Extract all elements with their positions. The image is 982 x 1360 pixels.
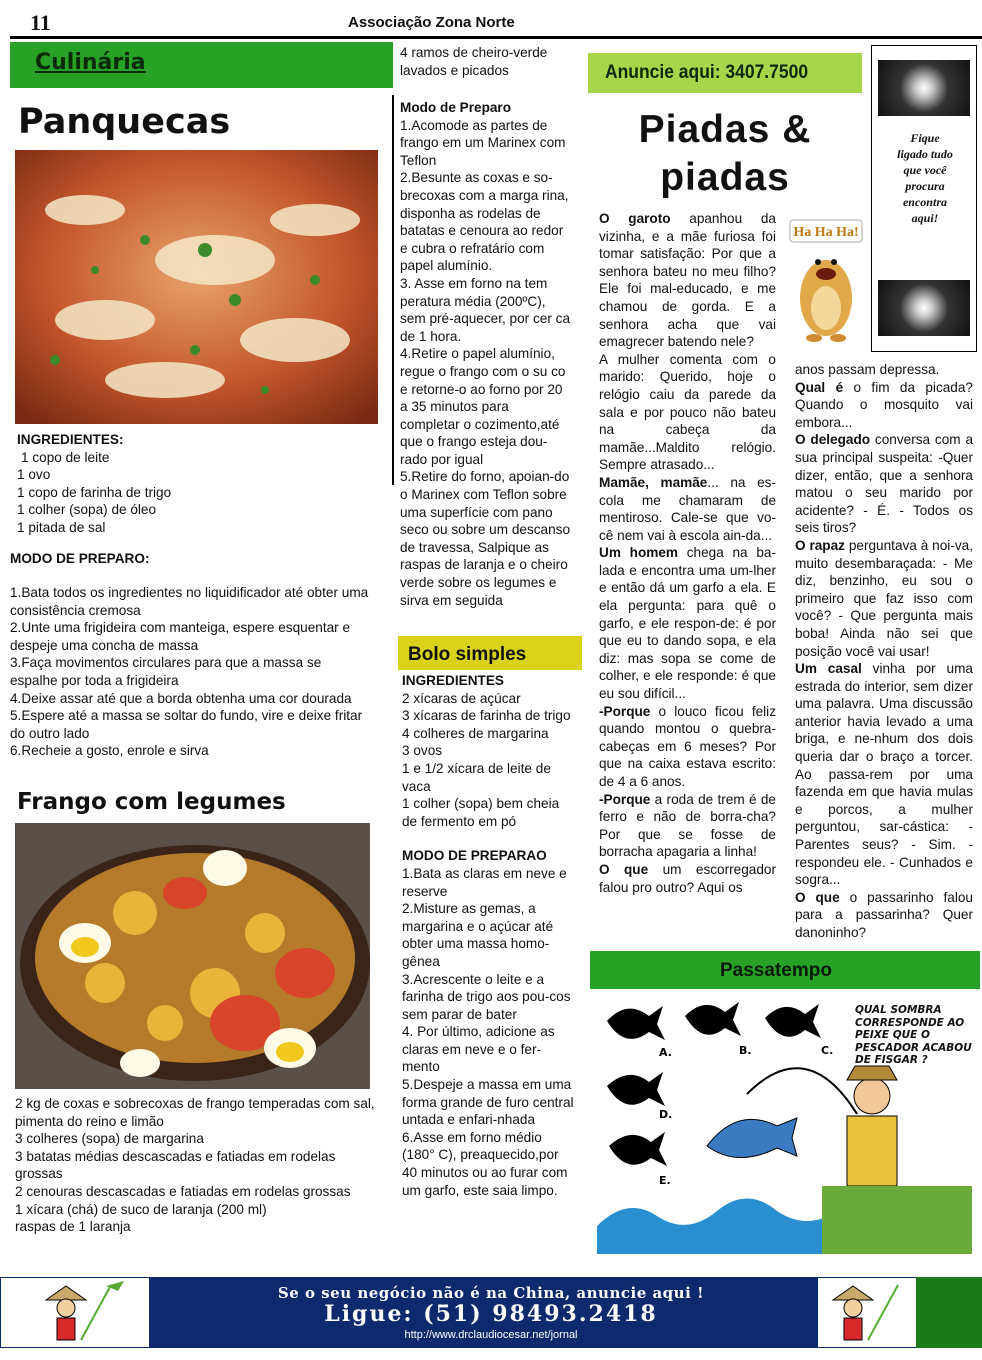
joke-text: chega na ba-lada e encontra uma um-lher e então dá um garfo a ela. E ela pergunta: para quê o garfo, e ele respon-de: é por que eu to dando sopa, e ela diz: mas sopa se come de colher, e ele responde: é que eu sou difícil... [599,545,776,702]
list-item: 3 xícaras de farinha de trigo [402,708,571,724]
bolo-title: Bolo simples [408,644,527,665]
bolo-method-heading: MODO DE PREPARAO [402,848,547,864]
option-c: C. [821,1044,834,1057]
list-item: 3 batatas médias descascadas e fatiadas em rodelas grossas [15,1148,336,1182]
list-item: raspas de 1 laranja [15,1219,131,1235]
list-item: 1.Bata todos os ingredientes no liquidificador até obter uma consistência cremosa [10,585,369,618]
frango-title: Frango com legumes [17,789,286,815]
joke-lead: Qual é [795,379,844,395]
footer-right-art [818,1278,916,1347]
frango-ingredient-continued: 4 ramos de cheiro-verde lavados e picados [400,45,548,78]
joke-lead: -Porque [599,791,651,807]
publication-title: Associação Zona Norte [348,14,515,31]
joke-lead: Um homem [599,545,678,561]
culinaria-label: Culinária [35,50,146,75]
list-item: 2 xícaras de açúcar [402,690,521,706]
list-item: 1 e 1/2 xícara de leite de vaca [402,760,551,794]
passatempo-title: Passatempo [720,960,832,981]
list-item: 1.Acomode as partes de frango em um Marinex com Teflon [400,117,566,168]
joke-text: a roda de trem é de ferro e não de borra-cha? Por que se fosse de borracha apagaria a linha! [599,791,776,860]
joke-lead: -Porque [599,703,651,719]
option-d: D. [659,1108,673,1121]
passatempo-bar [590,951,980,989]
joke-text: um escorregador falou pro outro? Aqui os [599,861,776,895]
frango-method-heading: Modo de Preparo [400,100,512,115]
list-item: 4.Retire o papel alumínio, regue o frango com o su co e retorne-o ao forno por 20 a 35 minutos para completar o cozimento,até que o frango esteja dou-rado por igual [400,346,566,467]
list-item: 3. Asse em forno na tem peratura média (200ºC), sem pré-aquecer, por cer ca de 1 hora. [400,275,571,344]
list-item: 4 colheres de margarina [402,725,549,741]
joke-lead: Mamãe, mamãe [599,474,708,490]
panquecas-title: Panquecas [18,102,231,142]
list-item: 1 copo de farinha de trigo [17,484,172,500]
footer-banner[interactable] [0,1277,982,1348]
list-item: 2 cenouras descascadas e fatiadas em rodelas grossas [15,1183,351,1199]
joke-lead: O rapaz [795,537,845,553]
joke-lead: O garoto [599,211,671,226]
frango-photo [15,823,370,1089]
bolo-ingredients-heading: INGREDIENTES [402,673,504,688]
list-item: 6.Recheie a gosto, enrole e sirva [10,743,209,759]
footer-right-stripe [916,1277,982,1348]
column-divider [392,95,394,485]
list-item: 5.Espere até a massa se soltar do fundo, vire e deixe fritar do outro lado [10,708,363,741]
haha-text: Ha Ha Ha! [793,225,859,240]
header-rule [10,36,982,39]
list-item: 3 ovos [402,743,443,759]
list-item: 3.Faça movimentos circulares para que a massa se espalhe por toda a frigideira [10,655,322,688]
panquecas-photo [15,150,378,424]
list-item: 2.Besunte as coxas e so-brecoxas com a marga rina, disponha as rodelas de batatas e cenoura ao redor e cubra o refratário com papel alumínio. [400,170,569,274]
list-item: 1 colher (sopa) de óleo [17,502,157,518]
footer-left-art [1,1278,149,1347]
laughing-character [786,216,866,344]
list-item: 1.Bata as claras em neve e reserve [402,865,567,899]
culinaria-bar [10,42,393,88]
joke-text: conversa com a sua principal suspeita: -Quer dizer, então, que a senhora matou o seu marido por acidente? - É. - Todos os seis tiros? [795,432,973,536]
list-item: 1 copo de leite [21,449,110,465]
list-item: 3.Acrescente o leite e a farinha de trigo aos pou-cos sem parar de bater [402,971,571,1022]
side-ad-box [871,45,977,352]
joke-text: vinha por uma estrada do interior, sem dizer uma palavra. Uma discussão anterior havia levado a uma briga, e ne-nhum dos dois queria dar o braço a torcer. Ao passa-rem por uma fazenda em que havia mulas e porcos, a mulher perguntou, sar-cástica: - Parentes seus? - Sim. - respondeu ele. - Cunhados e sogra... [795,661,973,888]
joke-lead: O delegado [795,432,871,448]
clock-icon [878,60,970,116]
list-item: 2.Misture as gemas, a margarina e o açúcar até obter uma massa homo-gênea [402,901,554,969]
option-b: B. [739,1044,752,1057]
joke-text: A mulher comenta com o marido: Querido, hoje o relógio caiu da parede da sala e por pouco não bateu na cabeça da mamãe...Maldito relógio. Sempre atrasado... [599,351,776,473]
panquecas-method-heading: MODO DE PREPARO: [10,551,150,566]
passatempo-puzzle [597,996,975,1254]
side-ad-text: Fique ligado tudo que você procura encontra aqui! [897,131,953,225]
joke-text: anos passam depressa. [795,362,940,377]
anuncie-bar[interactable] [588,53,862,93]
page-number: 11 [30,10,51,35]
joke-lead: O que [599,861,649,877]
clock-icon [878,280,970,336]
option-e: E. [659,1174,671,1187]
joke-text: o fim da picada? Quando o mosquito vai embora... [795,379,973,430]
list-item: 6.Asse em forno médio (180° C), preaquecido,por 40 minutos ou ao furar com um garfo, este saia limpo. [402,1129,568,1198]
anuncie-text: Anuncie aqui: 3407.7500 [605,62,809,83]
joke-text: apanhou da vizinha, e a mãe furiosa foi tomar satisfação: Por que a senhora bateu no meu filho? Ele foi mal-educado, e me chamou de gorda. E a senhora acha que vai emagrecer batendo nele? [599,211,776,350]
joke-lead: O que [795,889,840,905]
option-a: A. [659,1046,672,1059]
joke-text: o louco ficou feliz quando montou o quebra-cabeças em 6 meses? Por que na caixa estava escrito: de 4 a 6 anos. [599,703,776,789]
piadas-title: Piadas & piadas [638,108,812,199]
list-item: 1 ovo [17,467,51,483]
list-item: 2.Unte uma frigideira com manteiga, espere esquentar e despeje uma concha de massa [10,620,351,653]
list-item: 5.Retire do forno, apoian-do o Marinex com Teflon sobre uma superfície com pano seco ou sobre um descanso de travessa, Salpique as raspas de laranja e o cheiro verde sobre os legumes e sirva em seguida [400,469,571,608]
list-item: 1 colher (sopa) bem cheia de fermento em pó [402,796,560,829]
footer-line2: Ligue: (51) 98493.2418 [324,1301,658,1327]
joke-text: o passarinho falou para a passarinha? Quer danoninho? [795,889,973,940]
list-item: 5.Despeje a massa em uma forma grande de furo central untada e enfari-nhada [402,1077,574,1128]
footer-line1: Se o seu negócio não é na China, anuncie aqui ! [277,1284,705,1302]
list-item: 4. Por último, adicione as claras em neve e o fer-mento [402,1024,555,1075]
bolo-bar [398,636,582,670]
joke-text: perguntava à noi-va, muito desembaraçada: - Me diz, benzinho, eu sou o primeiro que faz isso com você? - Que pergunta mais boba! Ainda não sei que posição você vai usar! [795,537,973,659]
joke-lead: Um casal [795,661,862,677]
list-item: 1 pitada de sal [17,519,106,535]
list-item: 3 colheres (sopa) de margarina [15,1131,204,1147]
puzzle-question: QUAL SOMBRA CORRESPONDE AO PEIXE QUE O PESCADOR ACABOU DE FISGAR ? [855,1004,972,1066]
list-item: 2 kg de coxas e sobrecoxas de frango temperadas com sal, pimenta do reino e limão [15,1096,375,1129]
joke-text: ... na es-cola me chamaram de mentiroso. Cale-se que vo-cê nem vai à escola ain-da... [599,474,777,543]
list-item: 1 xícara (chá) de suco de laranja (200 ml) [15,1201,267,1217]
footer-url[interactable]: http://www.drclaudiocesar.net/jornal [404,1329,578,1341]
list-item: 4.Deixe assar até que a borda obtenha uma cor dourada [10,690,352,706]
panquecas-ingredients-heading: INGREDIENTES: [17,432,124,447]
